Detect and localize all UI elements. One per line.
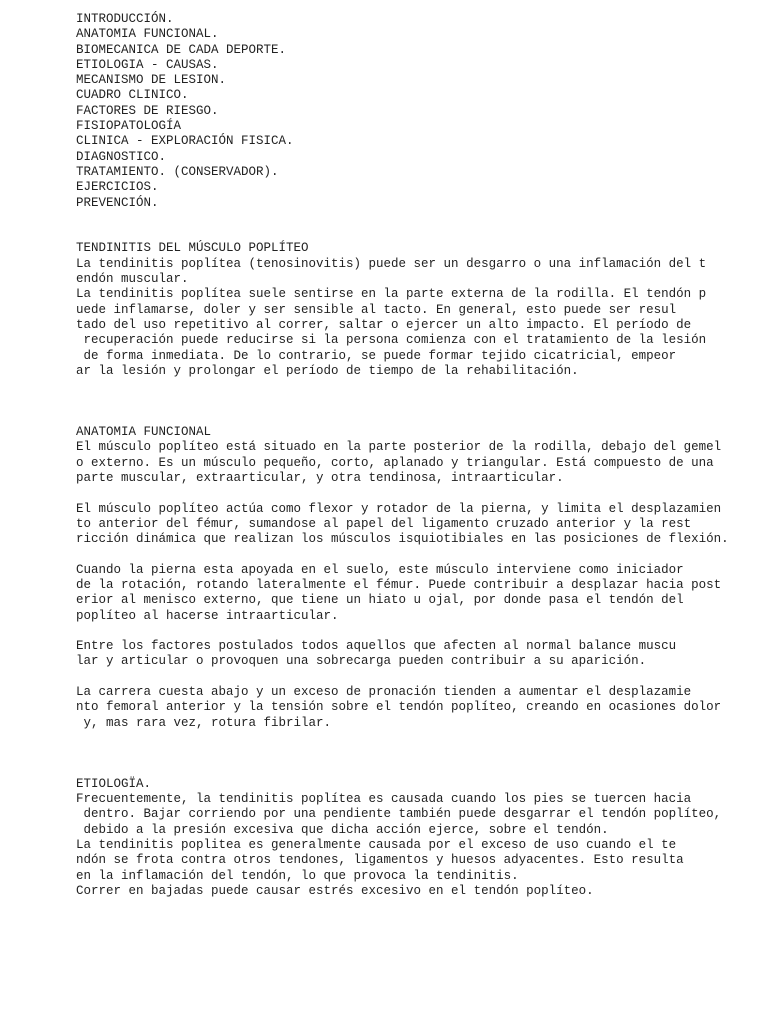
section-tendinitis bbox=[76, 241, 756, 379]
section-heading: ETIOLOGÏA. bbox=[76, 776, 152, 791]
paragraph-line: Correr en bajadas puede causar estrés excesivo en el tendón poplíteo. bbox=[76, 883, 594, 898]
paragraph-line: lar y articular o provoquen una sobrecarga pueden contribuir a su aparición. bbox=[76, 654, 647, 669]
paragraph-line: Cuando la pierna esta apoyada en el suelo, este músculo interviene como iniciador bbox=[76, 562, 684, 577]
paragraph-line: recuperación puede reducirse si la persona comienza con el tratamiento de la lesión bbox=[76, 333, 707, 348]
toc-item: MECANISMO DE LESION. bbox=[76, 73, 227, 88]
paragraph-line: erior al menisco externo, que tiene un hiato u ojal, por donde pasa el tendón del bbox=[76, 593, 684, 608]
paragraph-line: debido a la presión excesiva que dicha acción ejerce, sobre el tendón. bbox=[76, 822, 609, 837]
toc-item: ETIOLOGIA - CAUSAS. bbox=[76, 57, 219, 72]
toc-item: PREVENCIÓN. bbox=[76, 195, 159, 210]
toc-item: DIAGNOSTICO. bbox=[76, 149, 167, 164]
section-heading: ANATOMIA FUNCIONAL bbox=[76, 425, 212, 440]
paragraph-line: Frecuentemente, la tendinitis poplítea es causada cuando los pies se tuercen hacia bbox=[76, 792, 692, 807]
paragraph-line: El músculo poplíteo actúa como flexor y rotador de la pierna, y limita el desplazamien bbox=[76, 501, 722, 516]
paragraph-line: endón muscular. bbox=[76, 272, 189, 287]
toc-item: FACTORES DE RIESGO. bbox=[76, 103, 219, 118]
paragraph-line: La tendinitis poplítea suele sentirse en la parte externa de la rodilla. El tendón p bbox=[76, 287, 707, 302]
toc-item: CUADRO CLINICO. bbox=[76, 88, 189, 103]
section-heading: TENDINITIS DEL MÚSCULO POPLÍTEO bbox=[76, 241, 309, 256]
toc-item: INTRODUCCIÓN. bbox=[76, 12, 174, 26]
toc-item: ANATOMIA FUNCIONAL. bbox=[76, 27, 219, 42]
paragraph-line: en la inflamación del tendón, lo que provoca la tendinitis. bbox=[76, 868, 519, 883]
paragraph-line: La carrera cuesta abajo y un exceso de pronación tienden a aumentar el desplazamie bbox=[76, 685, 692, 700]
paragraph-line: o externo. Es un músculo pequeño, corto, aplanado y triangular. Está compuesto de una bbox=[76, 455, 714, 470]
paragraph-line: ricción dinámica que realizan los músculos isquiotibiales en las posiciones de flexión. bbox=[76, 532, 729, 547]
paragraph-line: y, mas rara vez, rotura fibrilar. bbox=[76, 715, 332, 730]
paragraph-line: ndón se frota contra otros tendones, ligamentos y huesos adyacentes. Esto resulta bbox=[76, 853, 684, 868]
paragraph-line: El músculo poplíteo está situado en la parte posterior de la rodilla, debajo del gemel bbox=[76, 440, 722, 455]
toc-item: TRATAMIENTO. (CONSERVADOR). bbox=[76, 164, 279, 179]
paragraph-line: tado del uso repetitivo al correr, saltar o ejercer un alto impacto. El período de bbox=[76, 317, 692, 332]
paragraph-line: poplíteo al hacerse intraarticular. bbox=[76, 608, 339, 623]
toc-item: BIOMECANICA DE CADA DEPORTE. bbox=[76, 42, 287, 57]
paragraph-line: nto femoral anterior y la tensión sobre el tendón poplíteo, creando en ocasiones dolor bbox=[76, 700, 722, 715]
toc-item: CLINICA - EXPLORACIÓN FISICA. bbox=[76, 134, 294, 149]
paragraph-line: de forma inmediata. De lo contrario, se puede formar tejido cicatricial, empeor bbox=[76, 348, 677, 363]
paragraph-line: parte muscular, extraarticular, y otra tendinosa, intraarticular. bbox=[76, 470, 564, 485]
paragraph-line: La tendinitis poplitea es generalmente causada por el exceso de uso cuando el te bbox=[76, 838, 677, 853]
paragraph-line: dentro. Bajar corriendo por una pendiente también puede desgarrar el tendón poplíteo, bbox=[76, 807, 722, 822]
paragraph-line: uede inflamarse, doler y ser sensible al tacto. En general, esto puede ser resul bbox=[76, 302, 677, 317]
section-anatomia-funcional bbox=[76, 425, 756, 731]
toc-item: FISIOPATOLOGÍA bbox=[76, 119, 182, 134]
paragraph-line: to anterior del fémur, sumandose al papel del ligamento cruzado anterior y la rest bbox=[76, 516, 692, 531]
document-page bbox=[76, 12, 756, 899]
paragraph-line: ar la lesión y prolongar el período de tiempo de la rehabilitación. bbox=[76, 363, 579, 378]
toc-item: EJERCICIOS. bbox=[76, 180, 159, 195]
paragraph-line: de la rotación, rotando lateralmente el fémur. Puede contribuir a desplazar hacia post bbox=[76, 577, 722, 592]
paragraph-line: Entre los factores postulados todos aquellos que afecten al normal balance muscu bbox=[76, 639, 677, 654]
paragraph-line: La tendinitis poplítea (tenosinovitis) puede ser un desgarro o una inflamación del t bbox=[76, 256, 707, 271]
section-etiologia bbox=[76, 777, 756, 899]
table-of-contents bbox=[76, 12, 756, 211]
